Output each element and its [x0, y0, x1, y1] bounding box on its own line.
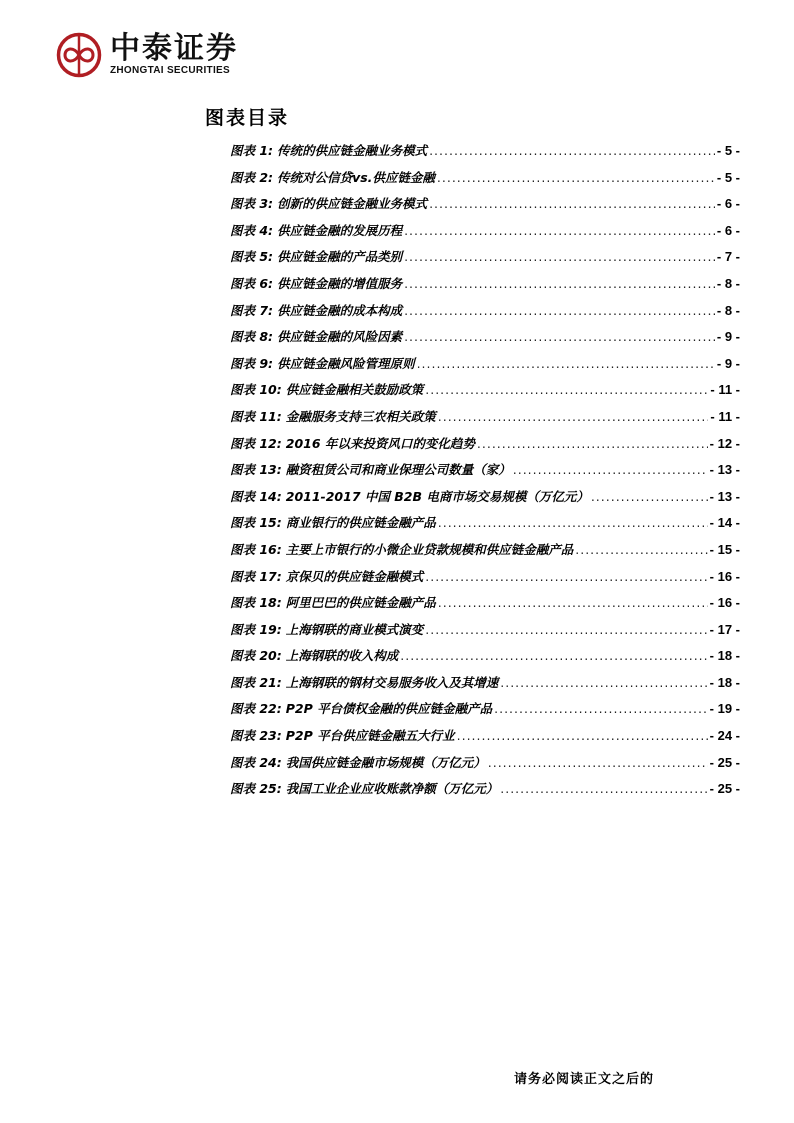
toc-leader-dots — [500, 675, 707, 690]
toc-leader-dots — [438, 595, 708, 610]
toc-entry[interactable] — [230, 141, 740, 168]
zhongtai-logo-icon — [56, 32, 102, 78]
toc-entry-page[interactable]: - 16 - — [709, 595, 740, 611]
toc-entry[interactable] — [230, 194, 740, 221]
footer-disclaimer: 请务必阅读正文之后的 — [514, 1072, 655, 1087]
toc-entry-title[interactable] — [230, 434, 475, 452]
toc-entry-text: 供应链金融相关鼓励政策 — [285, 382, 424, 398]
toc-entry-page[interactable]: - 8 - — [716, 275, 740, 291]
toc-entry-text: 上海钢联的收入构成 — [285, 648, 399, 664]
toc-entry-page[interactable]: - 17 - — [709, 621, 740, 637]
toc-entry-text: 2016 年以来投资风口的变化趋势 — [285, 435, 475, 451]
toc-entry[interactable] — [230, 540, 740, 567]
toc-entry[interactable] — [230, 753, 740, 780]
toc-entry-number: 图表 3: — [230, 196, 274, 212]
toc-entry-text: 供应链金融的风险因素 — [277, 329, 403, 345]
toc-entry-title[interactable] — [230, 593, 436, 611]
toc-entry-page[interactable]: - 8 - — [716, 302, 740, 318]
toc-entry-page[interactable]: - 9 - — [716, 329, 740, 345]
toc-entry-number: 图表 11: — [230, 408, 282, 424]
toc-entry[interactable] — [230, 779, 740, 806]
toc-entry-text: 上海钢联的钢材交易服务收入及其增速 — [285, 674, 499, 690]
toc-entry-title[interactable] — [230, 779, 498, 797]
toc-entry-text: 2011-2017 中国 B2B 电商市场交易规模（万亿元） — [285, 488, 589, 504]
toc-leader-dots — [404, 276, 715, 291]
toc-entry-page[interactable]: - 25 - — [709, 781, 740, 797]
toc-entry-page[interactable]: - 7 - — [716, 249, 740, 265]
toc-entry-page[interactable]: - 24 - — [709, 728, 740, 744]
toc-entry-page[interactable]: - 19 - — [709, 701, 740, 717]
toc-entry-page[interactable]: - 11 - — [710, 408, 740, 424]
toc-entry-page[interactable]: - 13 - — [709, 488, 740, 504]
toc-entry-number: 图表 6: — [230, 275, 274, 291]
toc-entry-text: 主要上市银行的小微企业贷款规模和供应链金融产品 — [285, 541, 574, 557]
toc-entry-page[interactable]: - 14 - — [709, 515, 740, 531]
toc-entry-text: 传统的供应链金融业务模式 — [277, 143, 428, 158]
toc-entry[interactable] — [230, 460, 740, 487]
toc-entry-title[interactable] — [230, 620, 423, 638]
toc-entry-title[interactable] — [230, 726, 455, 744]
toc-entry-number: 图表 14: — [230, 488, 282, 504]
table-of-figures — [230, 141, 740, 806]
toc-entry-title[interactable] — [230, 699, 492, 717]
toc-entry-title[interactable] — [230, 221, 402, 239]
toc-leader-dots — [438, 515, 708, 530]
toc-entry-text: 我国工业企业应收账款净额（万亿元） — [285, 781, 499, 797]
toc-entry-title[interactable] — [230, 460, 511, 478]
toc-leader-dots — [425, 622, 707, 637]
toc-entry[interactable] — [230, 593, 740, 620]
toc-leader-dots — [437, 170, 715, 185]
toc-entry[interactable] — [230, 434, 740, 461]
toc-entry-title[interactable] — [230, 327, 402, 345]
toc-entry-number: 图表 20: — [230, 648, 282, 664]
toc-entry-number: 图表 17: — [230, 568, 282, 584]
toc-entry-title[interactable] — [230, 247, 402, 265]
toc-entry-number: 图表 22: — [230, 701, 282, 717]
toc-entry-page[interactable]: - 18 - — [709, 648, 740, 664]
toc-entry-page[interactable]: - 5 - — [716, 169, 740, 185]
toc-entry-number: 图表 24: — [230, 754, 282, 770]
toc-entry[interactable] — [230, 168, 740, 195]
toc-entry-title[interactable] — [230, 753, 486, 771]
toc-entry[interactable] — [230, 673, 740, 700]
toc-leader-dots — [404, 249, 715, 264]
toc-entry-page[interactable]: - 11 - — [710, 382, 740, 398]
toc-entry-title[interactable] — [230, 567, 423, 585]
toc-entry-text: 融资租赁公司和商业保理公司数量（家） — [285, 462, 511, 478]
toc-leader-dots — [404, 303, 715, 318]
toc-entry-page[interactable]: - 6 - — [716, 196, 740, 212]
toc-entry-page[interactable]: - 15 - — [709, 541, 740, 557]
toc-entry-page[interactable]: - 13 - — [709, 462, 740, 478]
toc-entry[interactable] — [230, 699, 740, 726]
toc-leader-dots — [457, 728, 708, 743]
toc-entry-number: 图表 25: — [230, 781, 282, 797]
toc-entry-number: 图表 5: — [230, 249, 274, 265]
toc-entry-title[interactable] — [230, 168, 435, 186]
toc-entry[interactable] — [230, 487, 740, 514]
toc-entry-title[interactable] — [230, 407, 436, 425]
toc-entry-number: 图表 18: — [230, 595, 282, 611]
toc-entry-title[interactable] — [230, 274, 402, 292]
toc-entry-title[interactable] — [230, 646, 398, 664]
toc-leader-dots — [425, 382, 708, 397]
toc-entry-number: 图表 12: — [230, 435, 282, 451]
toc-entry-title[interactable] — [230, 354, 415, 372]
toc-entry-page[interactable]: - 5 - — [716, 143, 740, 158]
toc-leader-dots — [488, 755, 708, 770]
toc-entry-title[interactable] — [230, 540, 573, 558]
toc-entry-number: 图表 8: — [230, 329, 274, 345]
toc-entry-number: 图表 9: — [230, 355, 274, 371]
toc-entry-text: 供应链金融的发展历程 — [277, 222, 403, 238]
toc-leader-dots — [404, 223, 715, 238]
toc-leader-dots — [477, 436, 708, 451]
toc-leader-dots — [500, 781, 707, 796]
toc-entry-number: 图表 23: — [230, 728, 282, 744]
toc-entry[interactable] — [230, 726, 740, 753]
toc-entry[interactable] — [230, 407, 740, 434]
toc-entry-text: 上海钢联的商业模式演变 — [285, 621, 424, 637]
toc-entry-number: 图表 13: — [230, 462, 282, 478]
toc-entry[interactable] — [230, 354, 740, 381]
toc-entry-page[interactable]: - 9 - — [716, 355, 740, 371]
page-title: 图表目录 — [205, 107, 290, 129]
toc-entry[interactable] — [230, 380, 740, 407]
toc-entry-number: 图表 2: — [230, 169, 274, 185]
toc-entry-number: 图表 10: — [230, 382, 282, 398]
brand-name-en: ZHONGTAI SECURITIES — [110, 65, 230, 76]
toc-entry-page[interactable]: - 16 - — [709, 568, 740, 584]
toc-entry-text: 供应链金融风险管理原则 — [277, 355, 415, 371]
toc-leader-dots — [425, 569, 707, 584]
toc-entry[interactable] — [230, 274, 740, 301]
toc-leader-dots — [429, 196, 715, 211]
toc-entry-text: 金融服务支持三农相关政策 — [285, 408, 436, 424]
toc-entry-text: 阿里巴巴的供应链金融产品 — [285, 595, 436, 611]
toc-entry-number: 图表 21: — [230, 674, 282, 690]
toc-entry-title[interactable] — [230, 141, 427, 159]
toc-entry-number: 图表 19: — [230, 621, 282, 637]
toc-entry-text: 商业银行的供应链金融产品 — [285, 515, 436, 531]
toc-entry-number: 图表 4: — [230, 222, 274, 238]
toc-entry-number: 图表 7: — [230, 302, 274, 318]
toc-entry-number: 图表 1: — [230, 143, 274, 158]
toc-leader-dots — [400, 648, 707, 663]
toc-leader-dots — [575, 542, 707, 557]
toc-entry-text: 供应链金融的成本构成 — [277, 302, 403, 318]
toc-leader-dots — [429, 143, 715, 158]
toc-entry-title[interactable] — [230, 380, 423, 398]
toc-entry-page[interactable]: - 25 - — [709, 754, 740, 770]
toc-entry[interactable] — [230, 247, 740, 274]
toc-entry[interactable] — [230, 567, 740, 594]
toc-entry-page[interactable]: - 12 - — [709, 435, 740, 451]
toc-entry-text: 供应链金融的增值服务 — [277, 275, 403, 291]
brand-name-cn: 中泰证券 — [110, 31, 238, 66]
toc-entry-title[interactable] — [230, 194, 427, 212]
toc-entry-text: 供应链金融的产品类别 — [277, 249, 403, 265]
toc-entry-text: 传统对公信贷vs.供应链金融 — [277, 169, 435, 185]
toc-entry-text: 京保贝的供应链金融模式 — [285, 568, 424, 584]
toc-entry-text: 创新的供应链金融业务模式 — [277, 196, 428, 212]
toc-leader-dots — [494, 701, 708, 716]
toc-entry-title[interactable] — [230, 673, 498, 691]
toc-entry-page[interactable]: - 6 - — [716, 222, 740, 238]
brand — [110, 33, 238, 77]
toc-entry[interactable] — [230, 513, 740, 540]
toc-entry[interactable] — [230, 221, 740, 248]
toc-entry-text: P2P 平台债权金融的供应链金融产品 — [285, 701, 493, 717]
toc-entry-text: 我国供应链金融市场规模（万亿元） — [285, 754, 486, 770]
toc-entry-title[interactable] — [230, 301, 402, 319]
toc-entry[interactable] — [230, 646, 740, 673]
toc-entry-page[interactable]: - 18 - — [709, 674, 740, 690]
toc-entry-title[interactable] — [230, 487, 589, 505]
toc-entry-number: 图表 16: — [230, 541, 282, 557]
toc-leader-dots — [513, 462, 708, 477]
toc-entry-number: 图表 15: — [230, 515, 282, 531]
toc-entry[interactable] — [230, 301, 740, 328]
toc-entry[interactable] — [230, 327, 740, 354]
toc-entry[interactable] — [230, 620, 740, 647]
toc-leader-dots — [438, 409, 709, 424]
toc-leader-dots — [591, 489, 708, 504]
toc-leader-dots — [404, 329, 715, 344]
toc-leader-dots — [417, 356, 715, 371]
page-header — [56, 30, 238, 80]
toc-entry-title[interactable] — [230, 513, 436, 531]
toc-entry-text: P2P 平台供应链金融五大行业 — [285, 728, 455, 744]
